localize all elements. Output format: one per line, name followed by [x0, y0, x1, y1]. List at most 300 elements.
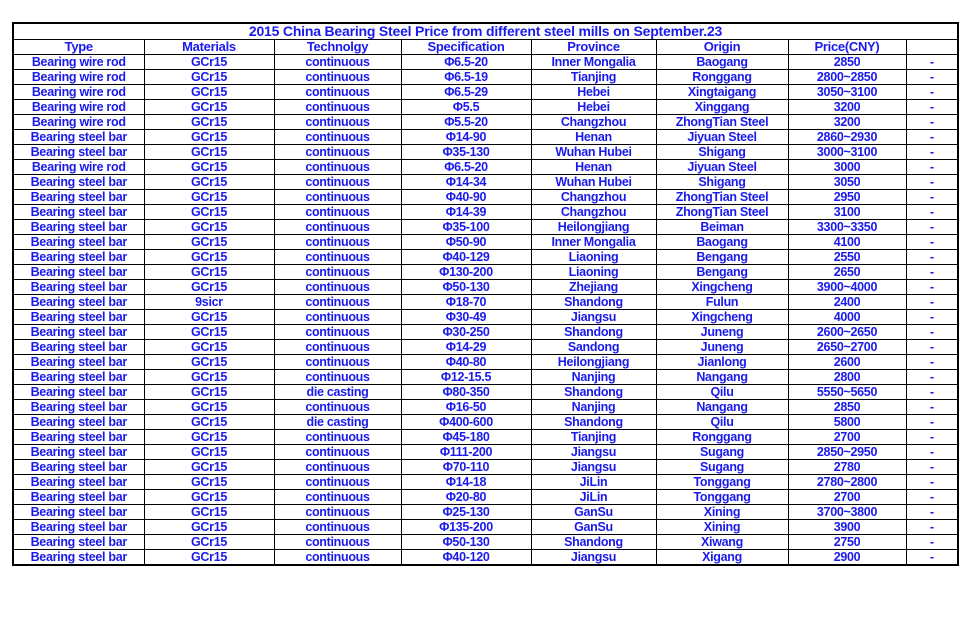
table-cell: -	[906, 190, 958, 205]
table-cell: GCr15	[144, 310, 274, 325]
table-cell: continuous	[274, 535, 401, 550]
table-cell: Φ135-200	[401, 520, 531, 535]
table-cell: continuous	[274, 130, 401, 145]
table-cell: 3900	[788, 520, 906, 535]
table-cell: Jiangsu	[531, 550, 656, 566]
table-cell: GCr15	[144, 100, 274, 115]
table-cell: Φ12-15.5	[401, 370, 531, 385]
table-cell: Nangang	[656, 370, 788, 385]
table-cell: -	[906, 130, 958, 145]
table-cell: 2780	[788, 460, 906, 475]
table-cell: continuous	[274, 460, 401, 475]
table-row	[13, 220, 958, 235]
table-cell: Φ14-29	[401, 340, 531, 355]
table-row	[13, 340, 958, 355]
table-cell: Nanjing	[531, 370, 656, 385]
table-cell: Ronggang	[656, 430, 788, 445]
table-cell: Φ30-250	[401, 325, 531, 340]
table-cell: GanSu	[531, 520, 656, 535]
header-cell-technolgy: Technolgy	[274, 40, 401, 55]
table-cell: Wuhan Hubei	[531, 145, 656, 160]
table-cell: -	[906, 85, 958, 100]
header-row	[13, 40, 958, 55]
table-cell: GCr15	[144, 490, 274, 505]
table-cell: Bearing steel bar	[13, 325, 144, 340]
table-cell: continuous	[274, 190, 401, 205]
table-cell: GCr15	[144, 175, 274, 190]
table-cell: Bearing steel bar	[13, 415, 144, 430]
table-cell: Bearing wire rod	[13, 100, 144, 115]
table-cell: -	[906, 340, 958, 355]
table-cell: Sandong	[531, 340, 656, 355]
table-cell: Qilu	[656, 385, 788, 400]
table-cell: continuous	[274, 265, 401, 280]
table-row	[13, 445, 958, 460]
table-cell: 3000	[788, 160, 906, 175]
table-cell: GCr15	[144, 430, 274, 445]
table-row	[13, 160, 958, 175]
table-cell: GCr15	[144, 520, 274, 535]
table-cell: GCr15	[144, 550, 274, 566]
table-cell: Bearing steel bar	[13, 460, 144, 475]
table-cell: Φ70-110	[401, 460, 531, 475]
table-cell: Xining	[656, 505, 788, 520]
table-cell: 5550~5650	[788, 385, 906, 400]
table-cell: -	[906, 430, 958, 445]
table-cell: Bearing steel bar	[13, 220, 144, 235]
table-cell: Xinggang	[656, 100, 788, 115]
table-cell: Bearing steel bar	[13, 145, 144, 160]
table-cell: -	[906, 55, 958, 70]
table-cell: Φ40-120	[401, 550, 531, 566]
table-cell: -	[906, 160, 958, 175]
header-cell-specification: Specification	[401, 40, 531, 55]
table-cell: Henan	[531, 130, 656, 145]
table-cell: 3050	[788, 175, 906, 190]
table-cell: 2900	[788, 550, 906, 566]
table-cell: Tonggang	[656, 475, 788, 490]
table-cell: Hebei	[531, 100, 656, 115]
table-cell: -	[906, 310, 958, 325]
table-cell: Φ5.5-20	[401, 115, 531, 130]
table-cell: -	[906, 415, 958, 430]
table-cell: GCr15	[144, 70, 274, 85]
table-cell: Changzhou	[531, 205, 656, 220]
table-cell: GCr15	[144, 340, 274, 355]
table-cell: -	[906, 505, 958, 520]
table-cell: continuous	[274, 490, 401, 505]
table-cell: Inner Mongalia	[531, 235, 656, 250]
table-cell: Bearing steel bar	[13, 130, 144, 145]
table-cell: Φ6.5-20	[401, 55, 531, 70]
table-cell: GCr15	[144, 190, 274, 205]
table-cell: GCr15	[144, 265, 274, 280]
table-cell: Changzhou	[531, 190, 656, 205]
table-cell: Φ111-200	[401, 445, 531, 460]
table-row	[13, 280, 958, 295]
table-cell: Jiangsu	[531, 460, 656, 475]
table-cell: continuous	[274, 175, 401, 190]
table-cell: die casting	[274, 415, 401, 430]
table-cell: 3300~3350	[788, 220, 906, 235]
table-cell: -	[906, 205, 958, 220]
table-cell: continuous	[274, 325, 401, 340]
table-row	[13, 490, 958, 505]
table-cell: Bengang	[656, 250, 788, 265]
table-cell: GCr15	[144, 415, 274, 430]
table-cell: continuous	[274, 160, 401, 175]
table-cell: continuous	[274, 370, 401, 385]
table-cell: Bearing wire rod	[13, 55, 144, 70]
table-cell: Bearing steel bar	[13, 250, 144, 265]
table-cell: GCr15	[144, 145, 274, 160]
table-cell: Baogang	[656, 55, 788, 70]
table-cell: -	[906, 535, 958, 550]
table-cell: Nangang	[656, 400, 788, 415]
table-cell: Bearing steel bar	[13, 535, 144, 550]
table-cell: continuous	[274, 55, 401, 70]
price-table	[12, 22, 959, 566]
table-cell: continuous	[274, 445, 401, 460]
table-cell: -	[906, 370, 958, 385]
table-row	[13, 100, 958, 115]
table-cell: ZhongTian Steel	[656, 115, 788, 130]
table-cell: -	[906, 325, 958, 340]
table-row	[13, 475, 958, 490]
table-cell: Φ50-130	[401, 535, 531, 550]
table-cell: 2600~2650	[788, 325, 906, 340]
table-cell: Φ14-39	[401, 205, 531, 220]
table-cell: 4100	[788, 235, 906, 250]
table-cell: 2650~2700	[788, 340, 906, 355]
table-cell: Bearing wire rod	[13, 115, 144, 130]
table-cell: Bearing steel bar	[13, 370, 144, 385]
table-title: 2015 China Bearing Steel Price from different steel mills on September.23	[13, 23, 958, 40]
table-cell: Φ16-50	[401, 400, 531, 415]
table-cell: 5800	[788, 415, 906, 430]
table-cell: Φ6.5-29	[401, 85, 531, 100]
table-cell: -	[906, 550, 958, 566]
table-cell: continuous	[274, 145, 401, 160]
table-row	[13, 115, 958, 130]
table-cell: Shandong	[531, 325, 656, 340]
table-cell: GCr15	[144, 115, 274, 130]
table-row	[13, 70, 958, 85]
table-cell: Φ40-90	[401, 190, 531, 205]
table-cell: 2850	[788, 400, 906, 415]
table-cell: 3050~3100	[788, 85, 906, 100]
table-cell: Bearing steel bar	[13, 445, 144, 460]
table-cell: Bearing steel bar	[13, 355, 144, 370]
table-cell: GCr15	[144, 535, 274, 550]
table-cell: continuous	[274, 520, 401, 535]
table-cell: 2850~2950	[788, 445, 906, 460]
table-cell: 2950	[788, 190, 906, 205]
table-cell: GCr15	[144, 235, 274, 250]
table-row	[13, 130, 958, 145]
table-body	[13, 55, 958, 566]
table-row	[13, 550, 958, 566]
table-cell: Heilongjiang	[531, 355, 656, 370]
table-cell: Bearing steel bar	[13, 190, 144, 205]
table-cell: GanSu	[531, 505, 656, 520]
table-cell: Wuhan Hubei	[531, 175, 656, 190]
table-cell: continuous	[274, 550, 401, 566]
table-cell: Φ35-130	[401, 145, 531, 160]
table-cell: continuous	[274, 505, 401, 520]
table-cell: GCr15	[144, 205, 274, 220]
title-row	[13, 23, 958, 40]
table-row	[13, 85, 958, 100]
table-cell: continuous	[274, 310, 401, 325]
table-cell: Φ6.5-19	[401, 70, 531, 85]
table-cell: -	[906, 400, 958, 415]
table-cell: Liaoning	[531, 265, 656, 280]
table-cell: Φ30-49	[401, 310, 531, 325]
table-cell: -	[906, 445, 958, 460]
table-cell: Bearing steel bar	[13, 295, 144, 310]
table-cell: Bearing steel bar	[13, 430, 144, 445]
table-cell: 3700~3800	[788, 505, 906, 520]
table-cell: Φ18-70	[401, 295, 531, 310]
table-cell: Zhejiang	[531, 280, 656, 295]
table-cell: Φ80-350	[401, 385, 531, 400]
table-cell: 2700	[788, 430, 906, 445]
header-cell-materials: Materials	[144, 40, 274, 55]
table-cell: 2780~2800	[788, 475, 906, 490]
table-cell: 3200	[788, 100, 906, 115]
table-cell: 3900~4000	[788, 280, 906, 295]
table-cell: Xining	[656, 520, 788, 535]
table-cell: die casting	[274, 385, 401, 400]
header-cell-type: Type	[13, 40, 144, 55]
table-cell: GCr15	[144, 445, 274, 460]
table-row	[13, 370, 958, 385]
table-cell: 2860~2930	[788, 130, 906, 145]
table-cell: Bearing steel bar	[13, 490, 144, 505]
table-cell: GCr15	[144, 220, 274, 235]
table-cell: GCr15	[144, 130, 274, 145]
table-cell: -	[906, 475, 958, 490]
table-cell: Bearing steel bar	[13, 385, 144, 400]
table-cell: GCr15	[144, 370, 274, 385]
table-cell: Bearing steel bar	[13, 400, 144, 415]
table-cell: -	[906, 70, 958, 85]
table-row	[13, 205, 958, 220]
table-cell: 2800~2850	[788, 70, 906, 85]
table-cell: Bearing steel bar	[13, 520, 144, 535]
table-cell: Bengang	[656, 265, 788, 280]
table-cell: Bearing steel bar	[13, 505, 144, 520]
table-cell: 2650	[788, 265, 906, 280]
table-cell: JiLin	[531, 490, 656, 505]
table-cell: -	[906, 385, 958, 400]
table-cell: Shandong	[531, 295, 656, 310]
table-cell: Xingtaigang	[656, 85, 788, 100]
table-cell: 3100	[788, 205, 906, 220]
table-cell: GCr15	[144, 475, 274, 490]
table-cell: -	[906, 460, 958, 475]
table-cell: Bearing steel bar	[13, 340, 144, 355]
table-cell: Inner Mongalia	[531, 55, 656, 70]
table-cell: Φ400-600	[401, 415, 531, 430]
table-cell: Bearing steel bar	[13, 550, 144, 566]
table-cell: Bearing steel bar	[13, 265, 144, 280]
table-row	[13, 520, 958, 535]
table-cell: Φ5.5	[401, 100, 531, 115]
table-cell: -	[906, 295, 958, 310]
table-cell: Shigang	[656, 175, 788, 190]
table-cell: continuous	[274, 250, 401, 265]
table-cell: Shandong	[531, 385, 656, 400]
table-cell: GCr15	[144, 385, 274, 400]
header-cell-origin: Origin	[656, 40, 788, 55]
table-cell: Φ40-129	[401, 250, 531, 265]
table-cell: Φ6.5-20	[401, 160, 531, 175]
table-cell: -	[906, 265, 958, 280]
table-cell: Tonggang	[656, 490, 788, 505]
table-cell: Φ25-130	[401, 505, 531, 520]
table-row	[13, 250, 958, 265]
table-cell: -	[906, 250, 958, 265]
table-cell: JiLin	[531, 475, 656, 490]
table-row	[13, 145, 958, 160]
table-cell: continuous	[274, 115, 401, 130]
table-cell: continuous	[274, 340, 401, 355]
table-cell: ZhongTian Steel	[656, 190, 788, 205]
table-cell: Xingcheng	[656, 310, 788, 325]
table-cell: Fulun	[656, 295, 788, 310]
table-cell: ZhongTian Steel	[656, 205, 788, 220]
table-cell: Jianlong	[656, 355, 788, 370]
table-cell: continuous	[274, 70, 401, 85]
table-cell: 2550	[788, 250, 906, 265]
table-cell: Φ14-34	[401, 175, 531, 190]
table-cell: Liaoning	[531, 250, 656, 265]
table-cell: GCr15	[144, 85, 274, 100]
table-cell: Tianjing	[531, 70, 656, 85]
table-cell: GCr15	[144, 325, 274, 340]
table-cell: continuous	[274, 235, 401, 250]
table-cell: 2800	[788, 370, 906, 385]
table-cell: Nanjing	[531, 400, 656, 415]
table-cell: GCr15	[144, 280, 274, 295]
table-cell: Φ45-180	[401, 430, 531, 445]
table-cell: -	[906, 490, 958, 505]
table-cell: -	[906, 100, 958, 115]
table-cell: GCr15	[144, 400, 274, 415]
table-cell: -	[906, 175, 958, 190]
table-cell: 9sicr	[144, 295, 274, 310]
table-row	[13, 295, 958, 310]
table-cell: 2850	[788, 55, 906, 70]
table-cell: Bearing steel bar	[13, 280, 144, 295]
table-cell: -	[906, 145, 958, 160]
header-cell-price-cny: Price(CNY)	[788, 40, 906, 55]
table-cell: continuous	[274, 220, 401, 235]
table-cell: Jiangsu	[531, 445, 656, 460]
table-cell: Bearing steel bar	[13, 175, 144, 190]
table-cell: continuous	[274, 280, 401, 295]
table-cell: Bearing steel bar	[13, 235, 144, 250]
table-cell: 4000	[788, 310, 906, 325]
table-cell: Jiangsu	[531, 310, 656, 325]
table-cell: GCr15	[144, 160, 274, 175]
table-row	[13, 265, 958, 280]
table-row	[13, 325, 958, 340]
table-row	[13, 55, 958, 70]
table-cell: Bearing steel bar	[13, 205, 144, 220]
table-cell: continuous	[274, 85, 401, 100]
table-cell: Bearing wire rod	[13, 160, 144, 175]
table-cell: Φ14-90	[401, 130, 531, 145]
table-cell: GCr15	[144, 55, 274, 70]
table-cell: GCr15	[144, 250, 274, 265]
table-cell: -	[906, 355, 958, 370]
table-cell: Xingcheng	[656, 280, 788, 295]
table-cell: continuous	[274, 205, 401, 220]
table-cell: Sugang	[656, 460, 788, 475]
table-row	[13, 415, 958, 430]
table-row	[13, 385, 958, 400]
table-cell: -	[906, 115, 958, 130]
table-cell: Jiyuan Steel	[656, 160, 788, 175]
table-row	[13, 535, 958, 550]
table-cell: Φ14-18	[401, 475, 531, 490]
table-cell: Bearing wire rod	[13, 70, 144, 85]
table-cell: Juneng	[656, 340, 788, 355]
table-cell: -	[906, 235, 958, 250]
table-cell: Changzhou	[531, 115, 656, 130]
table-cell: Ronggang	[656, 70, 788, 85]
table-cell: continuous	[274, 430, 401, 445]
table-row	[13, 190, 958, 205]
table-cell: Qilu	[656, 415, 788, 430]
header-cell-province: Province	[531, 40, 656, 55]
table-cell: Heilongjiang	[531, 220, 656, 235]
table-cell: Bearing steel bar	[13, 475, 144, 490]
table-cell: 2750	[788, 535, 906, 550]
table-cell: Jiyuan Steel	[656, 130, 788, 145]
table-cell: continuous	[274, 295, 401, 310]
table-cell: Hebei	[531, 85, 656, 100]
table-row	[13, 235, 958, 250]
table-cell: Φ50-90	[401, 235, 531, 250]
table-cell: 2600	[788, 355, 906, 370]
table-cell: continuous	[274, 355, 401, 370]
table-cell: 3000~3100	[788, 145, 906, 160]
table-cell: Baogang	[656, 235, 788, 250]
table-cell: Xiwang	[656, 535, 788, 550]
table-cell: Φ50-130	[401, 280, 531, 295]
table-cell: Φ20-80	[401, 490, 531, 505]
table-row	[13, 400, 958, 415]
table-row	[13, 460, 958, 475]
table-cell: Φ130-200	[401, 265, 531, 280]
table-cell: -	[906, 280, 958, 295]
table-cell: Sugang	[656, 445, 788, 460]
table-cell: -	[906, 220, 958, 235]
table-cell: continuous	[274, 100, 401, 115]
table-row	[13, 310, 958, 325]
table-cell: Shigang	[656, 145, 788, 160]
table-cell: Bearing steel bar	[13, 310, 144, 325]
table-cell: Henan	[531, 160, 656, 175]
table-cell: 2400	[788, 295, 906, 310]
table-cell: Shandong	[531, 415, 656, 430]
header-cell-blank	[906, 40, 958, 55]
table-cell: GCr15	[144, 505, 274, 520]
